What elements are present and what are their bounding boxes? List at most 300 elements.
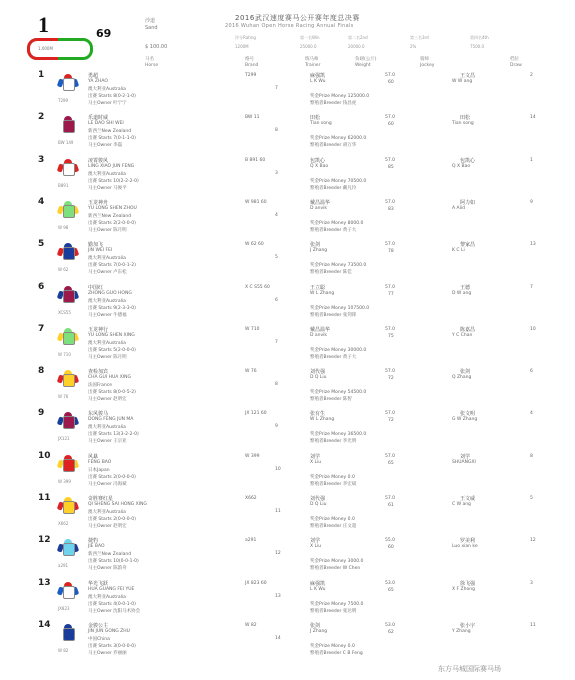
silk-body <box>63 459 75 472</box>
trainer-cn: 张剑 <box>310 242 321 249</box>
weight: 57.0 <box>385 411 396 417</box>
saddle-code: W 710 <box>58 351 71 357</box>
horse-starts: 出赛 Starts 4(0-0-1-0) <box>88 601 136 607</box>
weight-rating: 77 <box>388 291 394 297</box>
horse-name-cn: 玉龙神行 <box>88 326 109 333</box>
horse-name-en: YU LONG SHEN ZHOU <box>88 205 137 211</box>
entry-row <box>0 578 575 620</box>
column-header-en: Horse <box>145 63 159 68</box>
page-subtitle: 2016 Wuhan Open Horse Racing Annual Finals <box>225 23 354 29</box>
jockey-silk-icon <box>58 116 78 136</box>
breeder: 繁殖者Breeder C B Feng <box>310 650 363 656</box>
breeder: 繁殖者Breeder 胡万华 <box>310 143 357 149</box>
saddle-code: W 98 <box>58 224 69 230</box>
trainer-en: Tian song <box>310 121 332 127</box>
meta-value: 25000.0 <box>300 44 317 49</box>
horse-name-cn: 风暴 <box>88 453 99 460</box>
horse-name-en: JIN WEI FEI <box>88 248 113 254</box>
trainer-en: X Liu <box>310 544 322 550</box>
prize-money: 奖金Prize Money 73500.0 <box>310 263 367 269</box>
prize-money: 奖金Prize Money 7500.0 <box>310 601 364 607</box>
column-header <box>510 57 522 69</box>
horse-name-en: YU LONG SHEN XING <box>88 332 135 338</box>
meta-value: 20000.0 <box>348 44 365 49</box>
breeder: 繁殖者Breeder 陈佳 <box>310 270 352 276</box>
horse-owner: 马主Owner 陈月明 <box>88 227 127 233</box>
gear: 5 <box>275 255 278 261</box>
jockey-silk-icon <box>58 455 78 475</box>
jockey-cn: 田松 <box>460 115 471 122</box>
horse-starts: 出赛 Starts 7(0-1-1-0) <box>88 136 136 142</box>
surface-en: Sand <box>145 25 158 31</box>
draw: 4 <box>530 411 533 417</box>
horse-starts: 出赛 Starts 8(0-0-5-2) <box>88 390 136 396</box>
column-header-en: Weight <box>355 63 371 68</box>
weight-rating: 61 <box>388 503 394 508</box>
horse-owner: 马主Owner 马俊平 <box>88 185 127 191</box>
horse-name-cn: 中国红 <box>88 284 104 291</box>
weight: 57.0 <box>385 284 396 290</box>
weight: 57.0 <box>385 369 396 375</box>
horse-owner: 马主Owner 沈阳马术协会 <box>88 608 141 614</box>
column-header-cn: 练马师 <box>305 57 319 62</box>
horse-owner: 马主Owner 赵明宏 <box>88 397 127 403</box>
column-header <box>245 57 258 69</box>
weight-rating: 72 <box>388 418 394 424</box>
entry-number: 1 <box>38 70 45 80</box>
silk-body <box>63 586 75 599</box>
jockey-en: X F Zhong <box>452 586 475 592</box>
horse-origin: 法国France <box>88 383 112 389</box>
entry-number: 3 <box>38 154 45 165</box>
horse-owner: 马主Owner 卢东松 <box>88 270 127 276</box>
horse-name-cn: 乐道时威 <box>88 115 109 122</box>
horse-starts: 出赛 Starts 2(0-0-0-0) <box>88 474 136 480</box>
horse-starts: 出赛 Starts 10(0-0-1-0) <box>88 559 139 565</box>
entry-number: 12 <box>38 535 51 546</box>
jockey-en: W W ang <box>452 79 473 84</box>
race-number: 1 <box>38 12 49 37</box>
draw: 5 <box>530 496 533 501</box>
saddle-code: XCS55 <box>58 309 71 315</box>
weight: 57.0 <box>385 199 396 205</box>
jockey-cn: 张小宇 <box>460 622 476 629</box>
horse-name-en: LING XIAO JUN FENG <box>88 163 135 169</box>
jockey-en: SHUANGXI <box>452 459 476 465</box>
horse-owner: 马主Owner 牛德福 <box>88 312 127 318</box>
column-header-cn: 烙号 <box>245 57 254 62</box>
horse-name-cn: 勤加飞 <box>88 242 104 249</box>
weight: 57.0 <box>385 453 396 459</box>
race-header <box>0 0 575 72</box>
horse-starts: 出赛 Starts 2(2-0-0-0) <box>88 220 136 226</box>
jockey-silk-icon <box>58 201 78 221</box>
gear: 14 <box>275 635 281 641</box>
horse-owner: 马主Owner 李磊 <box>88 143 123 149</box>
jockey-cn: 罗美利 <box>460 538 476 545</box>
gear: 3 <box>275 170 278 176</box>
brand-code: a291 <box>245 538 257 544</box>
jockey-cn: 刘学 <box>460 453 471 460</box>
trainer-cn: 田松 <box>310 115 321 122</box>
horse-origin: 澳大利亚Australia <box>88 171 126 177</box>
meta-value: 7500.0 <box>470 44 484 49</box>
horse-name-en: LE DAO SHI WEI <box>88 121 124 127</box>
weight-rating: 62 <box>388 629 394 635</box>
brand-code: W 399 <box>245 453 260 459</box>
entry-row <box>0 282 575 324</box>
jockey-silk-icon <box>58 497 78 517</box>
saddle-code: W 399 <box>58 478 71 484</box>
horse-origin: 澳大利亚Australia <box>88 594 126 600</box>
weight-rating: 60 <box>388 122 394 128</box>
jockey-en: D W ang <box>452 290 472 296</box>
entry-number: 7 <box>38 323 45 334</box>
silk-body <box>63 247 75 260</box>
horse-origin: 澳大利亚Australia <box>88 256 126 262</box>
prize-money: 奖金Prize Money 0.0 <box>310 643 355 649</box>
entry-row <box>0 155 575 197</box>
horse-name-cn: 查检加宾 <box>88 369 109 376</box>
horse-name-cn: 玉龙神舟 <box>88 199 109 206</box>
weight: 53.0 <box>385 622 396 628</box>
horse-origin: 新西兰New Zealand <box>88 213 132 219</box>
column-header-cn: 骑师 <box>420 57 429 62</box>
breeder: 繁殖者Breeder 陈智 <box>310 397 352 403</box>
jockey-cn: 黎家昌 <box>460 242 476 249</box>
column-header-cn: 档位 <box>510 57 519 62</box>
brand-code: JX 823 60 <box>245 580 267 586</box>
prize-money: 奖金Prize Money 36500.0 <box>310 432 367 438</box>
weight: 57.0 <box>385 496 396 501</box>
draw: 14 <box>530 115 536 121</box>
entry-row <box>0 70 575 112</box>
weight-rating: 65 <box>388 587 394 593</box>
gear: 8 <box>275 128 278 134</box>
saddle-code: W 76 <box>58 394 69 400</box>
surface-label <box>145 18 158 32</box>
saddle-code: T299 <box>58 98 69 103</box>
jockey-en: Q X Bao <box>452 163 471 169</box>
prize-money: 奖金Prize Money 54500.0 <box>310 390 367 396</box>
entry-number: 9 <box>38 408 45 419</box>
meta-value: 2% <box>410 44 417 49</box>
column-header <box>355 57 377 69</box>
silk-body <box>63 163 75 176</box>
breeder: 繁殖者Breeder 李宏斌 <box>310 481 357 487</box>
prize-money: 奖金Prize Money 107500.0 <box>310 305 370 311</box>
trainer-en: L K Wu <box>310 586 326 592</box>
column-header <box>145 57 158 69</box>
jockey-en: Luo xian ke <box>452 544 478 550</box>
breeder: 繁殖者Breeder 戴凡玲 <box>310 185 357 191</box>
jockey-cn: 阿力如 <box>460 199 476 206</box>
meta-label: 第四名4th <box>470 35 489 40</box>
saddle-code: B891 <box>58 182 69 188</box>
trainer-cn: 包凯心 <box>310 157 326 164</box>
trainer-cn: 戴昌温华 <box>310 199 331 206</box>
jockey-en: Q Zhang <box>452 375 472 381</box>
jockey-silk-icon <box>58 74 78 94</box>
column-header-cn: 负磅(公斤) <box>355 57 377 62</box>
silk-body <box>63 120 75 133</box>
gear: 8 <box>275 382 278 388</box>
entry-number: 8 <box>38 366 45 377</box>
draw: 10 <box>530 326 536 332</box>
brand-code: W 981 60 <box>245 199 267 205</box>
horse-name-cn: 捷豹 <box>88 538 99 545</box>
weight: 57.0 <box>385 326 396 332</box>
horse-name-cn: 金骏公主 <box>88 622 109 629</box>
horse-origin: 新西兰New Zealand <box>88 129 132 135</box>
draw: 13 <box>530 242 536 248</box>
draw: 3 <box>530 580 533 586</box>
weight-rating: 85 <box>388 164 394 170</box>
prize-money: 奖金Prize Money 125000.0 <box>310 94 370 99</box>
horse-name-en: CHA GUI HUA XING <box>88 375 132 381</box>
horse-name-cn: 奇胜赛红星 <box>88 496 114 502</box>
entry-number: 10 <box>38 450 51 461</box>
jockey-cn: 王文昌 <box>460 73 476 79</box>
draw: 6 <box>530 369 533 375</box>
column-header <box>305 57 320 69</box>
horse-origin: 中国China <box>88 636 110 642</box>
column-header-en: Brand <box>245 63 259 68</box>
jockey-silk-icon <box>58 159 78 179</box>
horse-name-en: JIE BAO <box>88 544 105 550</box>
surface-cn: 沙道 <box>145 18 156 24</box>
draw: 7 <box>530 284 533 290</box>
trainer-en: D anvik <box>310 332 328 338</box>
entry-fee: $ 100.00 <box>145 44 168 50</box>
trainer-en: L K Wu <box>310 79 326 84</box>
entry-number: 6 <box>38 281 45 292</box>
trainer-en: J Zhang <box>310 248 328 254</box>
trainer-cn: 刘代强 <box>310 496 326 502</box>
brand-code: W 710 <box>245 326 260 332</box>
column-header-en: Jockey <box>420 63 435 68</box>
trainer-cn: 刘代强 <box>310 369 326 376</box>
trainer-en: D Q Liu <box>310 502 327 507</box>
draw: 2 <box>530 73 533 78</box>
weight-rating: 60 <box>388 80 394 85</box>
weight-rating: 72 <box>388 376 394 382</box>
silk-body <box>63 628 75 641</box>
trainer-en: J Zhang <box>310 628 328 634</box>
column-header-en: Trainer <box>305 63 321 68</box>
silk-body <box>63 205 75 218</box>
breeder: 繁殖者Breeder W Chen <box>310 566 361 572</box>
horse-owner: 马主Owner 赵明宏 <box>88 524 127 529</box>
meta-value: 1200M <box>235 44 249 49</box>
entry-row <box>0 197 575 239</box>
horse-name-cn: 华光飞跃 <box>88 580 109 587</box>
silk-body <box>63 374 75 387</box>
jockey-en: Y Zhang <box>452 628 471 634</box>
weight-rating: 83 <box>388 206 394 212</box>
gear: 7 <box>275 86 278 91</box>
draw: 1 <box>530 157 533 163</box>
silk-body <box>63 332 75 345</box>
entry-row <box>0 366 575 408</box>
silk-body <box>63 416 75 429</box>
gear: 11 <box>275 509 281 514</box>
watermark: 东方马城国际赛马场 <box>438 665 501 673</box>
horse-origin: 澳大利亚Australia <box>88 298 126 304</box>
trainer-cn: 麻强凯 <box>310 73 326 79</box>
meta-label: 第一名Win <box>300 35 320 40</box>
column-header <box>420 57 434 69</box>
jockey-silk-icon <box>58 582 78 602</box>
trainer-cn: 刘学 <box>310 538 321 545</box>
weight: 55.0 <box>385 538 396 544</box>
meta-label: 第二名2nd <box>348 35 368 40</box>
horse-owner: 马主Owner 王宗亚 <box>88 439 127 445</box>
gear: 12 <box>275 551 281 557</box>
weight-rating: 75 <box>388 333 394 339</box>
horse-origin: 澳大利亚Australia <box>88 425 126 431</box>
meta-label: 第三名3rd <box>410 35 429 40</box>
horse-starts: 出赛 Starts 13(3-2-2-0) <box>88 432 139 438</box>
trainer-en: Q X Bao <box>310 163 329 169</box>
weight: 57.0 <box>385 242 396 248</box>
brand-code: BW 11 <box>245 115 260 121</box>
entry-number: 13 <box>38 577 51 588</box>
jockey-silk-icon <box>58 328 78 348</box>
trainer-cn: 刘学 <box>310 453 321 460</box>
column-header-en: Draw <box>510 63 522 68</box>
trainer-en: D Q Liu <box>310 375 327 381</box>
horse-name-en: QI SHENG SAI HONG XING <box>88 502 147 507</box>
gear: 4 <box>275 212 278 218</box>
prize-money: 奖金Prize Money 3000.0 <box>310 559 364 565</box>
jockey-cn: 王德 <box>460 284 471 291</box>
draw: 8 <box>530 453 533 459</box>
silk-body <box>63 543 75 556</box>
jockey-en: K C Li <box>452 248 465 254</box>
breeder: 繁殖者Breeder 张达明 <box>310 608 357 614</box>
weight: 53.0 <box>385 580 396 586</box>
horse-origin: 澳大利亚Australia <box>88 510 126 515</box>
meta-label: 评分Rating <box>235 35 256 40</box>
jockey-en: Y C Chan <box>452 332 473 338</box>
horse-name-en: HUA GUANG FEI YUE <box>88 586 135 592</box>
horse-starts: 出赛 Starts 7(0-0-1-2) <box>88 263 136 269</box>
entry-row <box>0 324 575 366</box>
trainer-en: W L Zhang <box>310 290 335 296</box>
horse-name-en: JIN JUN GONG ZHU <box>88 628 130 634</box>
saddle-code: W 82 <box>58 647 69 653</box>
horse-owner: 马主Owner 乔丽丽 <box>88 650 127 656</box>
track-label: 1,000M <box>38 46 53 51</box>
breeder: 繁殖者Breeder 钱昌虎 <box>310 101 357 106</box>
horse-name-cn: 勇超 <box>88 73 99 79</box>
brand-code: W 76 <box>245 369 257 375</box>
entry-row <box>0 112 575 154</box>
entry-number: 11 <box>38 493 51 503</box>
jockey-cn: 王文威 <box>460 496 476 502</box>
weight-rating: 78 <box>388 249 394 255</box>
trainer-en: D anvik <box>310 205 328 211</box>
entry-number: 4 <box>38 196 45 207</box>
horse-starts: 出赛 Starts 10(2-2-2-0) <box>88 178 139 184</box>
weight: 57.0 <box>385 115 396 121</box>
saddle-code: a291 <box>58 563 69 569</box>
prize-money: 奖金Prize Money 70500.0 <box>310 178 367 184</box>
horse-origin: 日本Japan <box>88 467 110 473</box>
brand-code: JX 121 60 <box>245 411 267 417</box>
jockey-en: A Alid <box>452 205 465 211</box>
draw: 11 <box>530 622 536 628</box>
horse-origin: 澳大利亚Australia <box>88 340 126 346</box>
weight: 57.0 <box>385 157 396 163</box>
horse-starts: 出赛 Starts 9(2-3-3-0) <box>88 305 136 311</box>
horse-owner: 马主Owner 陈月明 <box>88 354 127 360</box>
entry-row <box>0 451 575 493</box>
entry-row <box>0 535 575 577</box>
saddle-code: JX823 <box>58 605 70 611</box>
horse-starts: 出赛 Starts 3(0-0-0-0) <box>88 643 136 649</box>
jockey-silk-icon <box>58 243 78 263</box>
trainer-en: X Liu <box>310 459 322 465</box>
gear: 9 <box>275 424 278 430</box>
jockey-cn: 陈嘉昌 <box>460 326 476 333</box>
brand-code: B 891 60 <box>245 157 266 163</box>
brand-code: W 82 <box>245 622 257 628</box>
brand-code: X662 <box>245 496 257 501</box>
horse-name-en: DONG FENG JUN MA <box>88 417 134 423</box>
horse-starts: 出赛 Starts 8(0-2-1-0) <box>88 94 136 99</box>
prize-money: 奖金Prize Money 8000.0 <box>310 220 364 226</box>
gear: 13 <box>275 593 281 599</box>
horse-name-en: FENG BAO <box>88 459 112 465</box>
breeder: 繁殖者Breeder 黄子大 <box>310 354 357 360</box>
weight-rating: 65 <box>388 460 394 466</box>
trainer-cn: 王立聪 <box>310 284 326 291</box>
prize-money: 奖金Prize Money 62000.0 <box>310 136 367 142</box>
gear: 10 <box>275 466 281 472</box>
saddle-code: W 62 <box>58 267 69 273</box>
jockey-en: Tian song <box>452 121 474 127</box>
brand-code: X C S55 60 <box>245 284 270 290</box>
saddle-code: BW 149 <box>58 140 74 146</box>
entry-number: 2 <box>38 112 45 123</box>
horse-origin: 新西兰New Zealand <box>88 552 132 558</box>
entry-number: 14 <box>38 619 51 630</box>
race-distance: 69 <box>96 27 112 40</box>
horse-starts: 出赛 Starts 5(2-0-0-0) <box>88 347 136 353</box>
horse-name-en: YA ZHAO <box>88 79 108 84</box>
prize-money: 奖金Prize Money 0.0 <box>310 517 355 522</box>
brand-code: W 62 60 <box>245 242 264 248</box>
prize-money: 奖金Prize Money 30000.0 <box>310 347 367 353</box>
trainer-cn: 麻强凯 <box>310 580 326 587</box>
breeder: 繁殖者Breeder 张剑锋 <box>310 312 357 318</box>
brand-code: T299 <box>245 73 257 78</box>
horse-owner: 马主Owner 冯海斌 <box>88 481 127 487</box>
horse-origin: 澳大利亚Australia <box>88 87 126 92</box>
entry-row <box>0 239 575 281</box>
prize-money: 奖金Prize Money 0.0 <box>310 474 355 480</box>
draw: 9 <box>530 199 533 205</box>
horse-name-en: ZHONG GUO HONG <box>88 290 132 296</box>
entry-row <box>0 493 575 535</box>
column-header-cn: 马名 <box>145 57 154 62</box>
silk-body <box>63 290 75 303</box>
jockey-cn: 张剑 <box>460 369 471 376</box>
saddle-code: X662 <box>58 521 69 526</box>
entry-row <box>0 620 575 662</box>
